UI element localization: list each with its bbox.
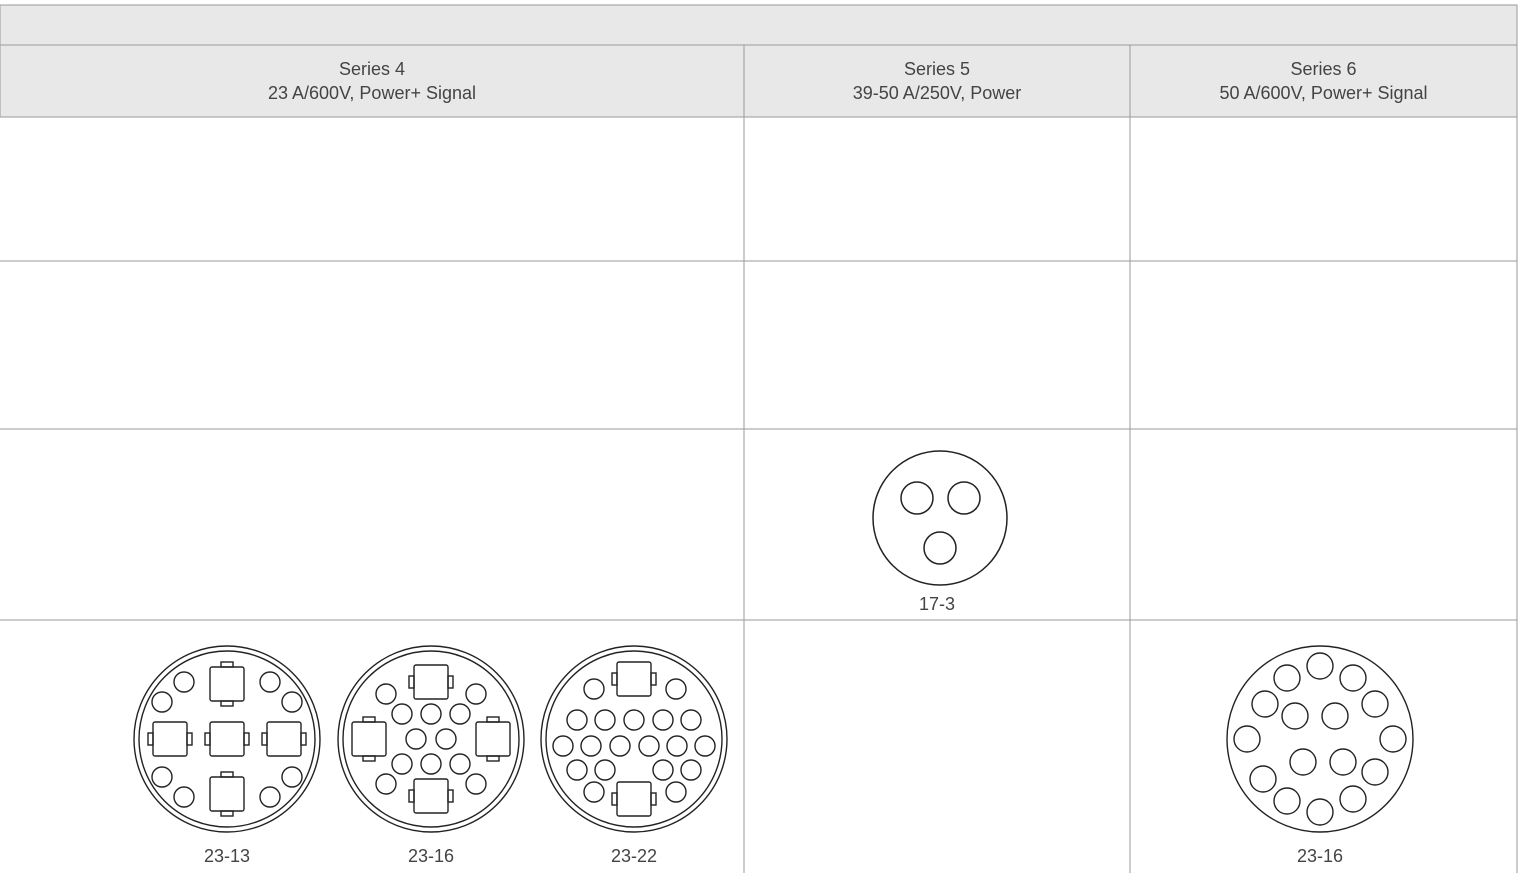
header-series-4 bbox=[0, 57, 744, 105]
insert-23-13-drawing bbox=[132, 644, 322, 834]
series-4-rating: 23 A/600V, Power+ Signal bbox=[268, 83, 476, 103]
header-series-5 bbox=[744, 57, 1130, 105]
insert-23-16-label: 23-16 bbox=[407, 846, 455, 866]
insert-23-22-label: 23-22 bbox=[610, 846, 658, 866]
insert-23-16-drawing bbox=[336, 644, 526, 834]
series-5-rating: 39-50 A/250V, Power bbox=[852, 83, 1022, 103]
insert-23-22-drawing bbox=[539, 644, 729, 834]
insert-23-16-circular-drawing bbox=[1225, 644, 1415, 834]
insert-23-16-s6-label: 23-16 bbox=[1296, 846, 1344, 866]
series-6-name: Series 6 bbox=[1290, 59, 1357, 79]
header-series-6 bbox=[1130, 57, 1517, 105]
insert-17-3-label: 17-3 bbox=[918, 594, 956, 614]
insert-17-3-drawing bbox=[870, 448, 1010, 588]
series-5-name: Series 5 bbox=[903, 59, 971, 79]
series-4-name: Series 4 bbox=[338, 59, 406, 79]
insert-23-13-label: 23-13 bbox=[203, 846, 251, 866]
series-6-rating: 50 A/600V, Power+ Signal bbox=[1219, 83, 1428, 103]
